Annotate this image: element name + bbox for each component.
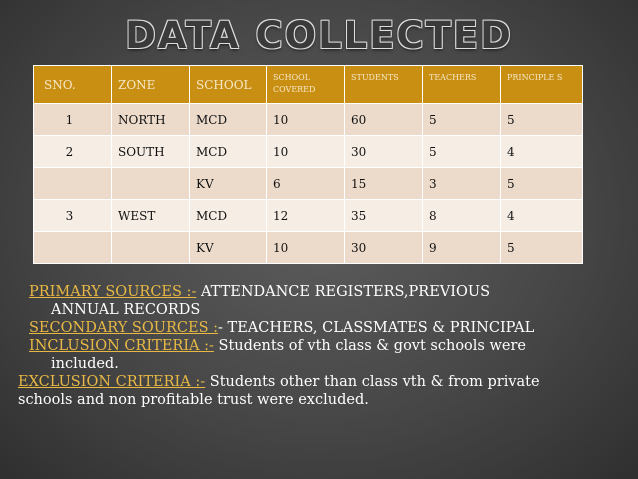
primary-sources-note: [18, 283, 628, 319]
cell-principles: 4: [501, 136, 583, 168]
notes-section: [18, 283, 628, 409]
cell-zone: NORTH: [112, 104, 190, 136]
header-school: SCHOOL: [190, 66, 267, 104]
cell-school: KV: [190, 168, 267, 200]
table-row: [34, 232, 583, 264]
cell-sno: 1: [34, 104, 112, 136]
inclusion-criteria-continuation: included.: [51, 356, 119, 372]
cell-zone: [112, 168, 190, 200]
cell-students: 30: [345, 232, 423, 264]
cell-school: MCD: [190, 200, 267, 232]
exclusion-criteria-text: Students other than class vth & from private: [205, 374, 540, 390]
exclusion-criteria-note: [18, 373, 628, 409]
cell-school-covered: 10: [267, 104, 345, 136]
header-principles: PRINCIPLE S: [501, 66, 583, 104]
primary-sources-label: PRIMARY SOURCES :-: [29, 284, 197, 300]
cell-zone: [112, 232, 190, 264]
table-row: [34, 168, 583, 200]
cell-school-covered: 10: [267, 136, 345, 168]
cell-students: 15: [345, 168, 423, 200]
header-school-covered: SCHOOL COVERED: [267, 66, 345, 104]
cell-principles: 5: [501, 232, 583, 264]
cell-principles: 5: [501, 104, 583, 136]
primary-sources-text: ATTENDANCE REGISTERS,PREVIOUS: [196, 284, 491, 300]
table-row: [34, 200, 583, 232]
cell-school-covered: 6: [267, 168, 345, 200]
cell-teachers: 5: [423, 136, 501, 168]
cell-teachers: 8: [423, 200, 501, 232]
cell-teachers: 9: [423, 232, 501, 264]
data-table: [33, 65, 583, 264]
cell-sno: 2: [34, 136, 112, 168]
cell-teachers: 5: [423, 104, 501, 136]
cell-sno: [34, 232, 112, 264]
slide-title: DATA COLLECTED: [125, 14, 513, 57]
cell-school-covered: 12: [267, 200, 345, 232]
table-row: [34, 136, 583, 168]
cell-principles: 5: [501, 168, 583, 200]
header-zone: ZONE: [112, 66, 190, 104]
inclusion-criteria-text: Students of vth class & govt schools were: [213, 338, 526, 354]
table-header-row: [34, 66, 583, 104]
exclusion-criteria-label: EXCLUSION CRITERIA :-: [18, 374, 206, 390]
cell-principles: 4: [501, 200, 583, 232]
secondary-sources-note: [18, 319, 628, 337]
primary-sources-continuation: ANNUAL RECORDS: [51, 302, 201, 318]
cell-teachers: 3: [423, 168, 501, 200]
cell-school-covered: 10: [267, 232, 345, 264]
cell-students: 60: [345, 104, 423, 136]
header-teachers: TEACHERS: [423, 66, 501, 104]
secondary-sources-label: SECONDARY SOURCES :: [29, 320, 219, 336]
header-sno: SNO.: [34, 66, 112, 104]
header-students: STUDENTS: [345, 66, 423, 104]
cell-students: 35: [345, 200, 423, 232]
cell-zone: SOUTH: [112, 136, 190, 168]
secondary-sources-text: - TEACHERS, CLASSMATES & PRINCIPAL: [218, 320, 535, 336]
cell-sno: 3: [34, 200, 112, 232]
cell-school: MCD: [190, 104, 267, 136]
inclusion-criteria-label: INCLUSION CRITERIA :-: [29, 338, 214, 354]
exclusion-criteria-continuation: schools and non profitable trust were excluded.: [18, 392, 369, 408]
cell-school: KV: [190, 232, 267, 264]
cell-school: MCD: [190, 136, 267, 168]
inclusion-criteria-note: [18, 337, 628, 373]
cell-students: 30: [345, 136, 423, 168]
cell-zone: WEST: [112, 200, 190, 232]
cell-sno: [34, 168, 112, 200]
table-row: [34, 104, 583, 136]
